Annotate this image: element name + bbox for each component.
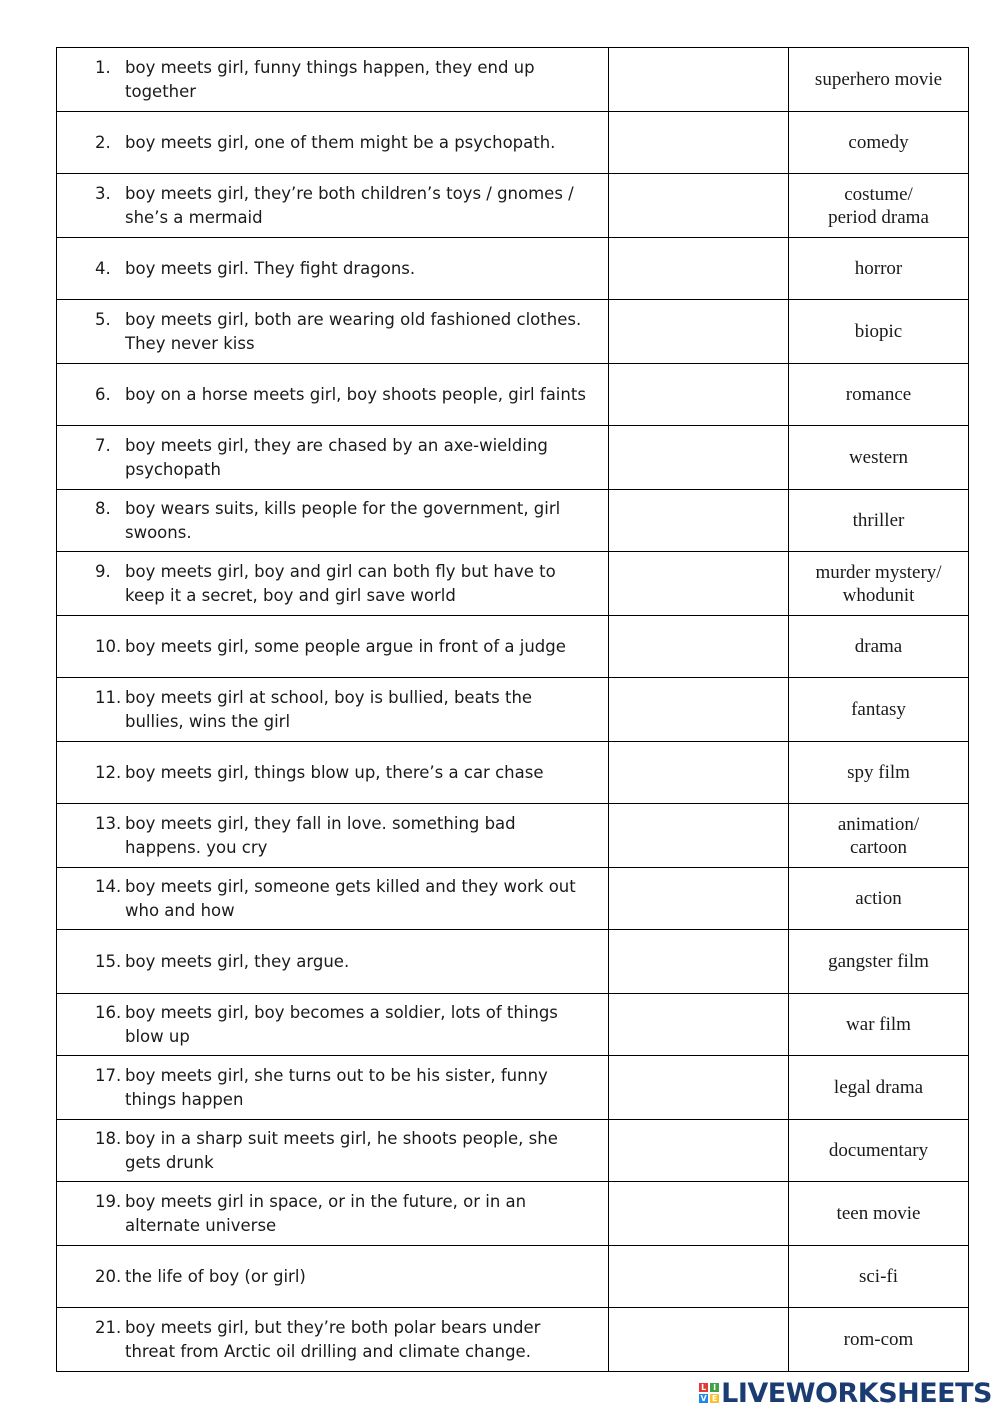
genre-label: animation/ cartoon	[837, 813, 920, 858]
item-description: boy meets girl, they’re both children’s toys / gnomes / she’s a mermaid	[125, 183, 574, 227]
answer-cell[interactable]	[609, 174, 789, 238]
item-number: 11.	[95, 687, 122, 707]
genre-cell	[789, 1182, 969, 1246]
genre-cell	[789, 552, 969, 616]
description-cell	[57, 174, 609, 238]
description-cell	[57, 868, 609, 930]
table-row	[57, 238, 969, 300]
worksheet-table	[56, 47, 969, 1372]
table-row	[57, 48, 969, 112]
description-cell	[57, 1308, 609, 1372]
genre-label: superhero movie	[814, 69, 943, 90]
item-description: boy meets girl. They fight dragons.	[125, 258, 416, 278]
answer-cell[interactable]	[609, 930, 789, 994]
description-cell	[57, 364, 609, 426]
answer-input[interactable]	[609, 383, 788, 406]
description-cell	[57, 426, 609, 490]
answer-cell[interactable]	[609, 112, 789, 174]
answer-input[interactable]	[609, 68, 788, 91]
table-row	[57, 1246, 969, 1308]
answer-cell[interactable]	[609, 364, 789, 426]
description-cell	[57, 552, 609, 616]
answer-input[interactable]	[609, 761, 788, 784]
genre-cell	[789, 616, 969, 678]
genre-cell	[789, 1120, 969, 1182]
genre-cell	[789, 930, 969, 994]
answer-input[interactable]	[609, 320, 788, 343]
table-row	[57, 490, 969, 552]
table-row	[57, 994, 969, 1056]
genre-label: costume/ period drama	[828, 183, 929, 228]
description-cell	[57, 994, 609, 1056]
description-cell	[57, 300, 609, 364]
item-number: 20.	[95, 1266, 122, 1286]
worksheet-body	[57, 48, 969, 1372]
genre-label: rom-com	[843, 1329, 914, 1350]
item-description: boy meets girl, both are wearing old fashioned clothes. They never kiss	[125, 309, 582, 353]
table-row	[57, 678, 969, 742]
answer-cell[interactable]	[609, 426, 789, 490]
table-row	[57, 364, 969, 426]
answer-cell[interactable]	[609, 48, 789, 112]
table-row	[57, 552, 969, 616]
item-description: boy meets girl in space, or in the future, or in an alternate universe	[125, 1191, 527, 1235]
genre-cell	[789, 238, 969, 300]
table-row	[57, 930, 969, 994]
table-row	[57, 1056, 969, 1120]
answer-input[interactable]	[609, 509, 788, 532]
answer-cell[interactable]	[609, 1182, 789, 1246]
genre-label: teen movie	[836, 1203, 921, 1224]
item-number: 2.	[95, 132, 111, 152]
item-number: 5.	[95, 309, 111, 329]
item-number: 19.	[95, 1191, 122, 1211]
answer-input[interactable]	[609, 194, 788, 217]
item-description: boy meets girl, she turns out to be his sister, funny things happen	[125, 1065, 548, 1109]
genre-cell	[789, 1308, 969, 1372]
answer-cell[interactable]	[609, 1246, 789, 1308]
description-cell	[57, 1056, 609, 1120]
logo-mark-letter: V	[700, 1394, 707, 1403]
answer-input[interactable]	[609, 824, 788, 847]
description-cell	[57, 1246, 609, 1308]
table-row	[57, 300, 969, 364]
item-description: boy meets girl, boy and girl can both fly but have to keep it a secret, boy and girl save world	[125, 561, 556, 605]
item-number: 17.	[95, 1065, 122, 1085]
genre-label: drama	[854, 636, 903, 657]
description-cell	[57, 616, 609, 678]
item-number: 13.	[95, 813, 122, 833]
genre-label: thriller	[852, 510, 905, 531]
answer-cell[interactable]	[609, 804, 789, 868]
genre-cell	[789, 994, 969, 1056]
liveworksheets-logo	[699, 1375, 992, 1411]
answer-input[interactable]	[609, 1328, 788, 1351]
answer-input[interactable]	[609, 950, 788, 973]
description-cell	[57, 1182, 609, 1246]
description-cell	[57, 238, 609, 300]
genre-label: horror	[854, 258, 903, 279]
logo-mark-icon	[699, 1383, 719, 1403]
logo-mark-letter: I	[710, 1383, 719, 1392]
answer-input[interactable]	[609, 131, 788, 154]
item-description: boy meets girl, someone gets killed and they work out who and how	[125, 876, 576, 920]
item-number: 9.	[95, 561, 111, 581]
answer-cell[interactable]	[609, 868, 789, 930]
item-number: 18.	[95, 1128, 122, 1148]
answer-input[interactable]	[609, 1139, 788, 1162]
item-description: boy meets girl, some people argue in front of a judge	[125, 636, 566, 656]
genre-cell	[789, 868, 969, 930]
item-description: boy meets girl, they are chased by an axe-wielding psychopath	[125, 435, 548, 479]
item-number: 14.	[95, 876, 122, 896]
item-number: 10.	[95, 636, 122, 656]
item-number: 12.	[95, 762, 122, 782]
answer-input[interactable]	[609, 1265, 788, 1288]
item-number: 1.	[95, 57, 111, 77]
genre-cell	[789, 1056, 969, 1120]
answer-cell[interactable]	[609, 490, 789, 552]
description-cell	[57, 678, 609, 742]
answer-input[interactable]	[609, 572, 788, 595]
item-number: 21.	[95, 1317, 122, 1337]
genre-label: western	[848, 447, 909, 468]
genre-cell	[789, 678, 969, 742]
item-description: boy in a sharp suit meets girl, he shoots people, she gets drunk	[125, 1128, 558, 1172]
item-description: boy meets girl, boy becomes a soldier, lots of things blow up	[125, 1002, 558, 1046]
description-cell	[57, 742, 609, 804]
answer-input[interactable]	[609, 887, 788, 910]
answer-cell[interactable]	[609, 300, 789, 364]
genre-cell	[789, 112, 969, 174]
answer-input[interactable]	[609, 1076, 788, 1099]
genre-label: romance	[845, 384, 912, 405]
answer-input[interactable]	[609, 635, 788, 658]
item-number: 3.	[95, 183, 111, 203]
genre-cell	[789, 364, 969, 426]
answer-cell[interactable]	[609, 238, 789, 300]
description-cell	[57, 48, 609, 112]
table-row	[57, 742, 969, 804]
description-cell	[57, 112, 609, 174]
description-cell	[57, 1120, 609, 1182]
answer-input[interactable]	[609, 1202, 788, 1225]
answer-cell[interactable]	[609, 552, 789, 616]
item-description: the life of boy (or girl)	[125, 1266, 306, 1286]
item-description: boy meets girl, they argue.	[125, 951, 350, 971]
table-row	[57, 868, 969, 930]
genre-cell	[789, 48, 969, 112]
item-number: 7.	[95, 435, 111, 455]
answer-input[interactable]	[609, 257, 788, 280]
table-row	[57, 174, 969, 238]
genre-label: fantasy	[851, 699, 906, 720]
answer-input[interactable]	[609, 1013, 788, 1036]
genre-cell	[789, 426, 969, 490]
table-row	[57, 112, 969, 174]
genre-cell	[789, 804, 969, 868]
logo-text: LIVEWORKSHEETS	[721, 1377, 992, 1409]
item-number: 4.	[95, 258, 111, 278]
genre-label: biopic	[854, 321, 903, 342]
item-description: boy on a horse meets girl, boy shoots people, girl faints	[125, 384, 586, 404]
answer-cell[interactable]	[609, 1120, 789, 1182]
item-number: 15.	[95, 951, 122, 971]
answer-cell[interactable]	[609, 742, 789, 804]
genre-label: spy film	[847, 762, 910, 783]
genre-label: sci-fi	[858, 1266, 899, 1287]
answer-cell[interactable]	[609, 1056, 789, 1120]
item-description: boy meets girl, funny things happen, they end up together	[125, 57, 535, 101]
item-number: 16.	[95, 1002, 122, 1022]
item-description: boy meets girl, but they’re both polar bears under threat from Arctic oil drilling and climate change.	[125, 1317, 541, 1361]
description-cell	[57, 804, 609, 868]
genre-cell	[789, 742, 969, 804]
table-row	[57, 1182, 969, 1246]
genre-label: comedy	[848, 132, 909, 153]
answer-input[interactable]	[609, 698, 788, 721]
answer-input[interactable]	[609, 446, 788, 469]
table-row	[57, 1308, 969, 1372]
item-number: 8.	[95, 498, 111, 518]
genre-cell	[789, 174, 969, 238]
genre-cell	[789, 300, 969, 364]
item-description: boy meets girl at school, boy is bullied, beats the bullies, wins the girl	[125, 687, 533, 731]
answer-cell[interactable]	[609, 1308, 789, 1372]
genre-label: action	[855, 888, 902, 909]
item-description: boy meets girl, they fall in love. something bad happens. you cry	[125, 813, 516, 857]
genre-cell	[789, 490, 969, 552]
logo-mark-letter: E	[711, 1394, 718, 1403]
item-description: boy wears suits, kills people for the government, girl swoons.	[125, 498, 561, 542]
table-row	[57, 804, 969, 868]
genre-label: murder mystery/ whodunit	[815, 561, 942, 606]
genre-label: legal drama	[833, 1077, 924, 1098]
description-cell	[57, 930, 609, 994]
item-number: 6.	[95, 384, 111, 404]
description-cell	[57, 490, 609, 552]
genre-label: war film	[846, 1014, 911, 1035]
genre-cell	[789, 1246, 969, 1308]
table-row	[57, 426, 969, 490]
item-description: boy meets girl, things blow up, there’s a car chase	[125, 762, 544, 782]
table-row	[57, 1120, 969, 1182]
answer-cell[interactable]	[609, 678, 789, 742]
answer-cell[interactable]	[609, 616, 789, 678]
logo-mark-letter: L	[701, 1383, 707, 1392]
item-description: boy meets girl, one of them might be a psychopath.	[125, 132, 556, 152]
genre-label: gangster film	[828, 951, 929, 972]
answer-cell[interactable]	[609, 994, 789, 1056]
table-row	[57, 616, 969, 678]
genre-label: documentary	[828, 1140, 929, 1161]
